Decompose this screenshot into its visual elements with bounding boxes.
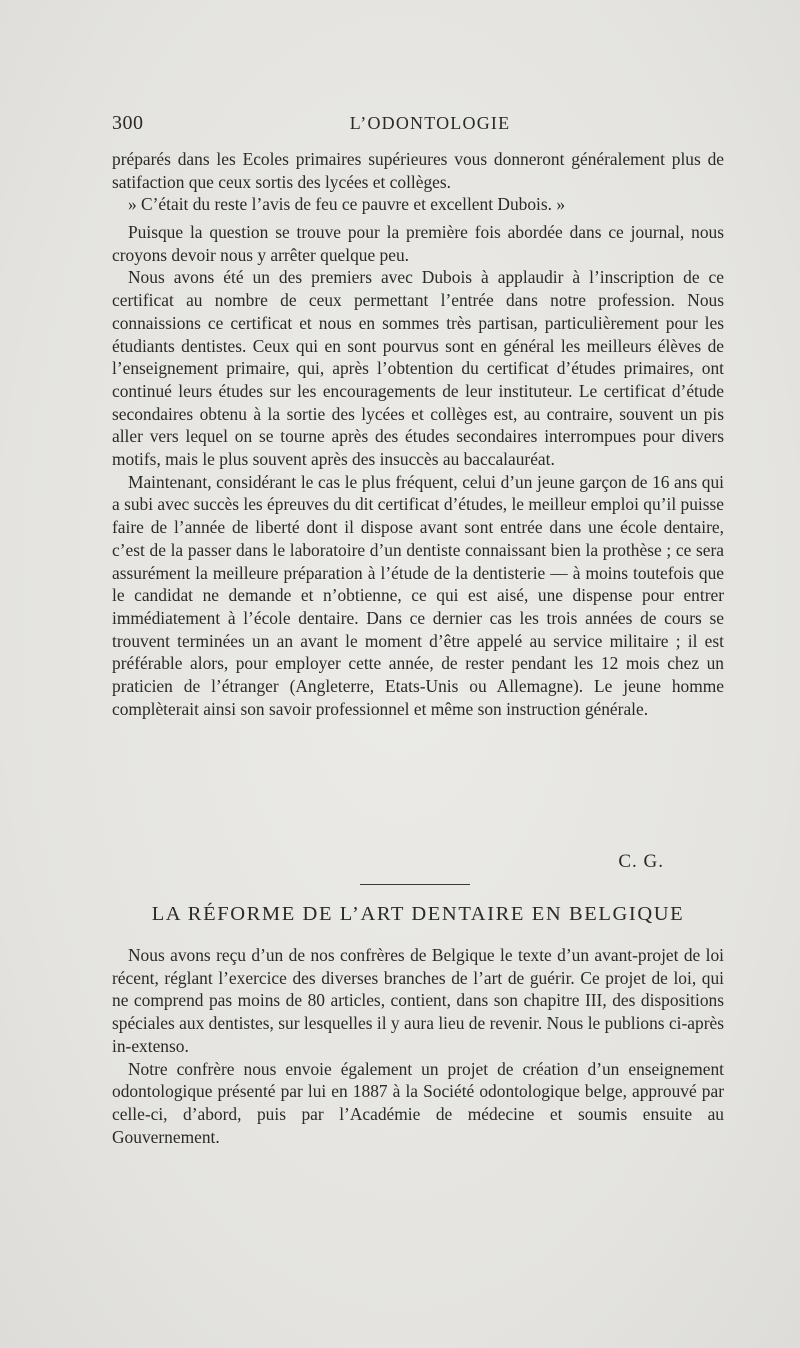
section-divider [360, 884, 470, 885]
page-number: 300 [112, 112, 144, 134]
article-paragraph: Maintenant, considérant le cas le plus fréquent, celui d’un jeune garçon de 16 ans qui a subi avec succès les épreuves du dit certificat d’études, le meilleur emploi qu’il puisse faire de l’année de liberté dont il dispose avant sont entrée dans une école dentaire, c’est de la passer dans le laboratoire d’un dentiste connaissant bien la prothèse ; ce sera assurément la meilleure préparation à l’étude de la dentisterie — à moins toutefois que le candidat ne demande et n’obtienne, ce qui est aisé, une dispense pour entrer immédiatement à l’école dentaire. Dans ce dernier cas les trois années de cours se trouvent terminées un an avant le moment d’être appelé au service militaire ; il est préférable alors, pour employer cette année, de rester pendant les 12 mois chez un praticien de l’étranger (Angleterre, Etats-Unis ou Allemagne). Le jeune homme complèterait ainsi son savoir professionnel et même son instruction générale. [112, 471, 724, 719]
quote-paragraph: préparés dans les Ecoles primaires supérieures vous donneront généralement plus de satifaction que ceux sortis des lycées et collèges. [112, 149, 724, 192]
section-body [112, 944, 724, 1148]
article-paragraph: Nous avons été un des premiers avec Dubois à applaudir à l’inscription de ce certificat au nombre de ceux permettant l’entrée dans notre profession. Nous connaissions ce certificat et nous en sommes très partisan, particulièrement pour les étudiants dentistes. Ceux qui en sont pourvus sont en général les meilleurs élèves de l’enseignement primaire, qui, après l’obtention du certificat d’études primaires, ont continué leurs études sur les encouragements de leur instituteur. Le certificat d’étude secondaires obtenu à la sortie des lycées et collèges est, au contraire, souvent un pis aller vers lequel on se tourne après des études secondaires interrompues pour divers motifs, mais le plus souvent après des insuccès au baccalauréat. [112, 267, 724, 470]
quote-paragraph: » C’était du reste l’avis de feu ce pauvre et excellent Dubois. » [128, 194, 566, 215]
quoted-passage [112, 148, 724, 216]
article-paragraph: Puisque la question se trouve pour la première fois abordée dans ce journal, nous croyons devoir nous y arrêter quelque peu. [112, 222, 724, 265]
section-paragraph: Notre confrère nous envoie également un projet de création d’un enseignement odontologique présenté par lui en 1887 à la Société odontologique belge, approuvé par celle-ci, d’abord, puis par l’Académie de médecine et soumis ensuite au Gouvernement. [112, 1058, 724, 1147]
article-body [112, 221, 724, 720]
section-heading: LA RÉFORME DE L’ART DENTAIRE EN BELGIQUE [151, 903, 685, 925]
page-header [112, 112, 724, 140]
author-signature: C. G. [618, 851, 664, 872]
running-title: L’ODONTOLOGIE [349, 113, 511, 133]
section-paragraph: Nous avons reçu d’un de nos confrères de Belgique le texte d’un avant-projet de loi récent, réglant l’exercice des diverses branches de l’art de guérir. Ce projet de loi, qui ne comprend pas moins de 80 articles, contient, dans son chapitre III, des dispositions spéciales aux dentistes, sur lesquelles il y aura lieu de revenir. Nous le publions ci-après in-extenso. [112, 945, 724, 1056]
